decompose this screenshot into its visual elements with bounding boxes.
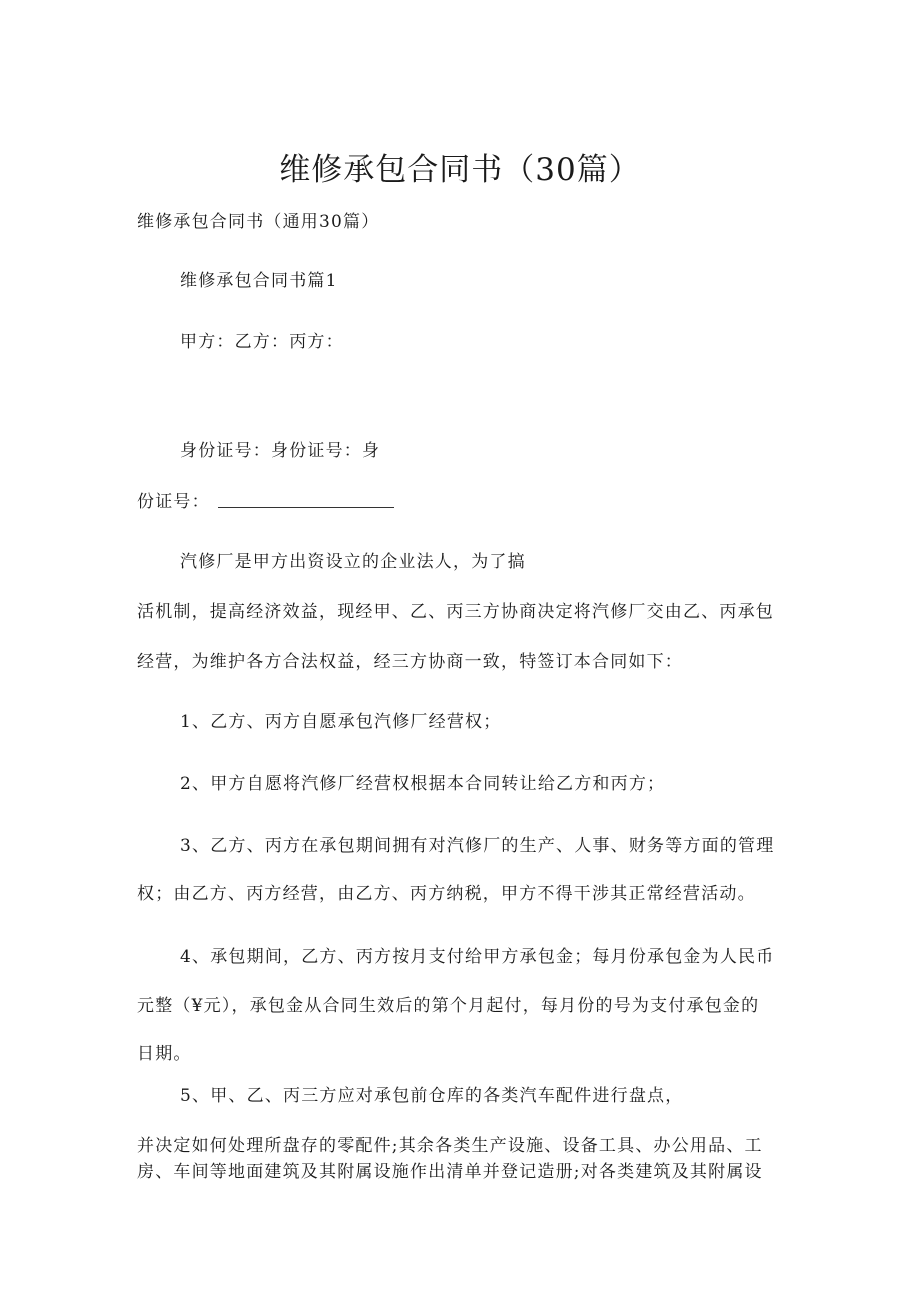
clause-3-line: 权；由乙方、丙方经营，由乙方、丙方纳税，甲方不得干涉其正常经营活动。 xyxy=(137,884,756,904)
document-subtitle: 维修承包合同书（通用30篇） xyxy=(137,212,380,232)
clause-2: 2、甲方自愿将汽修厂经营权根据本合同转让给乙方和丙方； xyxy=(180,774,666,794)
section-heading: 维修承包合同书篇1 xyxy=(180,271,338,291)
intro-paragraph-line: 活机制，提高经济效益，现经甲、乙、丙三方协商决定将汽修厂交由乙、丙承包 xyxy=(137,602,774,622)
clause-1: 1、乙方、丙方自愿承包汽修厂经营权； xyxy=(180,712,502,732)
clause-4-line: 4、承包期间，乙方、丙方按月支付给甲方承包金；每月份承包金为人民币 xyxy=(180,947,775,967)
clause-4-line: 元整（¥元），承包金从合同生效后的第个月起付，每月份的号为支付承包金的 xyxy=(137,996,760,1016)
parties-line: 甲方：乙方：丙方： xyxy=(180,332,344,352)
clause-5-line: 并决定如何处理所盘存的零配件;其余各类生产设施、设备工具、办公用品、工 xyxy=(137,1136,763,1156)
clause-3-line: 3、乙方、丙方在承包期间拥有对汽修厂的生产、人事、财务等方面的管理 xyxy=(180,836,775,856)
clause-4-line: 日期。 xyxy=(137,1044,192,1064)
clause-5-line: 房、车间等地面建筑及其附属设施作出清单并登记造册;对各类建筑及其附属设 xyxy=(137,1162,763,1182)
id-number-line-continued: 份证号： xyxy=(137,492,210,512)
clause-5-line: 5、甲、乙、丙三方应对承包前仓库的各类汽车配件进行盘点， xyxy=(180,1086,684,1106)
intro-paragraph-line: 经营，为维护各方合法权益，经三方协商一致，特签订本合同如下： xyxy=(137,652,683,672)
id-number-blank-underline xyxy=(218,507,394,508)
id-number-line: 身份证号：身份证号：身 xyxy=(180,441,381,461)
document-title: 维修承包合同书（30篇） xyxy=(279,152,641,188)
intro-paragraph-line: 汽修厂是甲方出资设立的企业法人，为了搞 xyxy=(180,552,526,572)
